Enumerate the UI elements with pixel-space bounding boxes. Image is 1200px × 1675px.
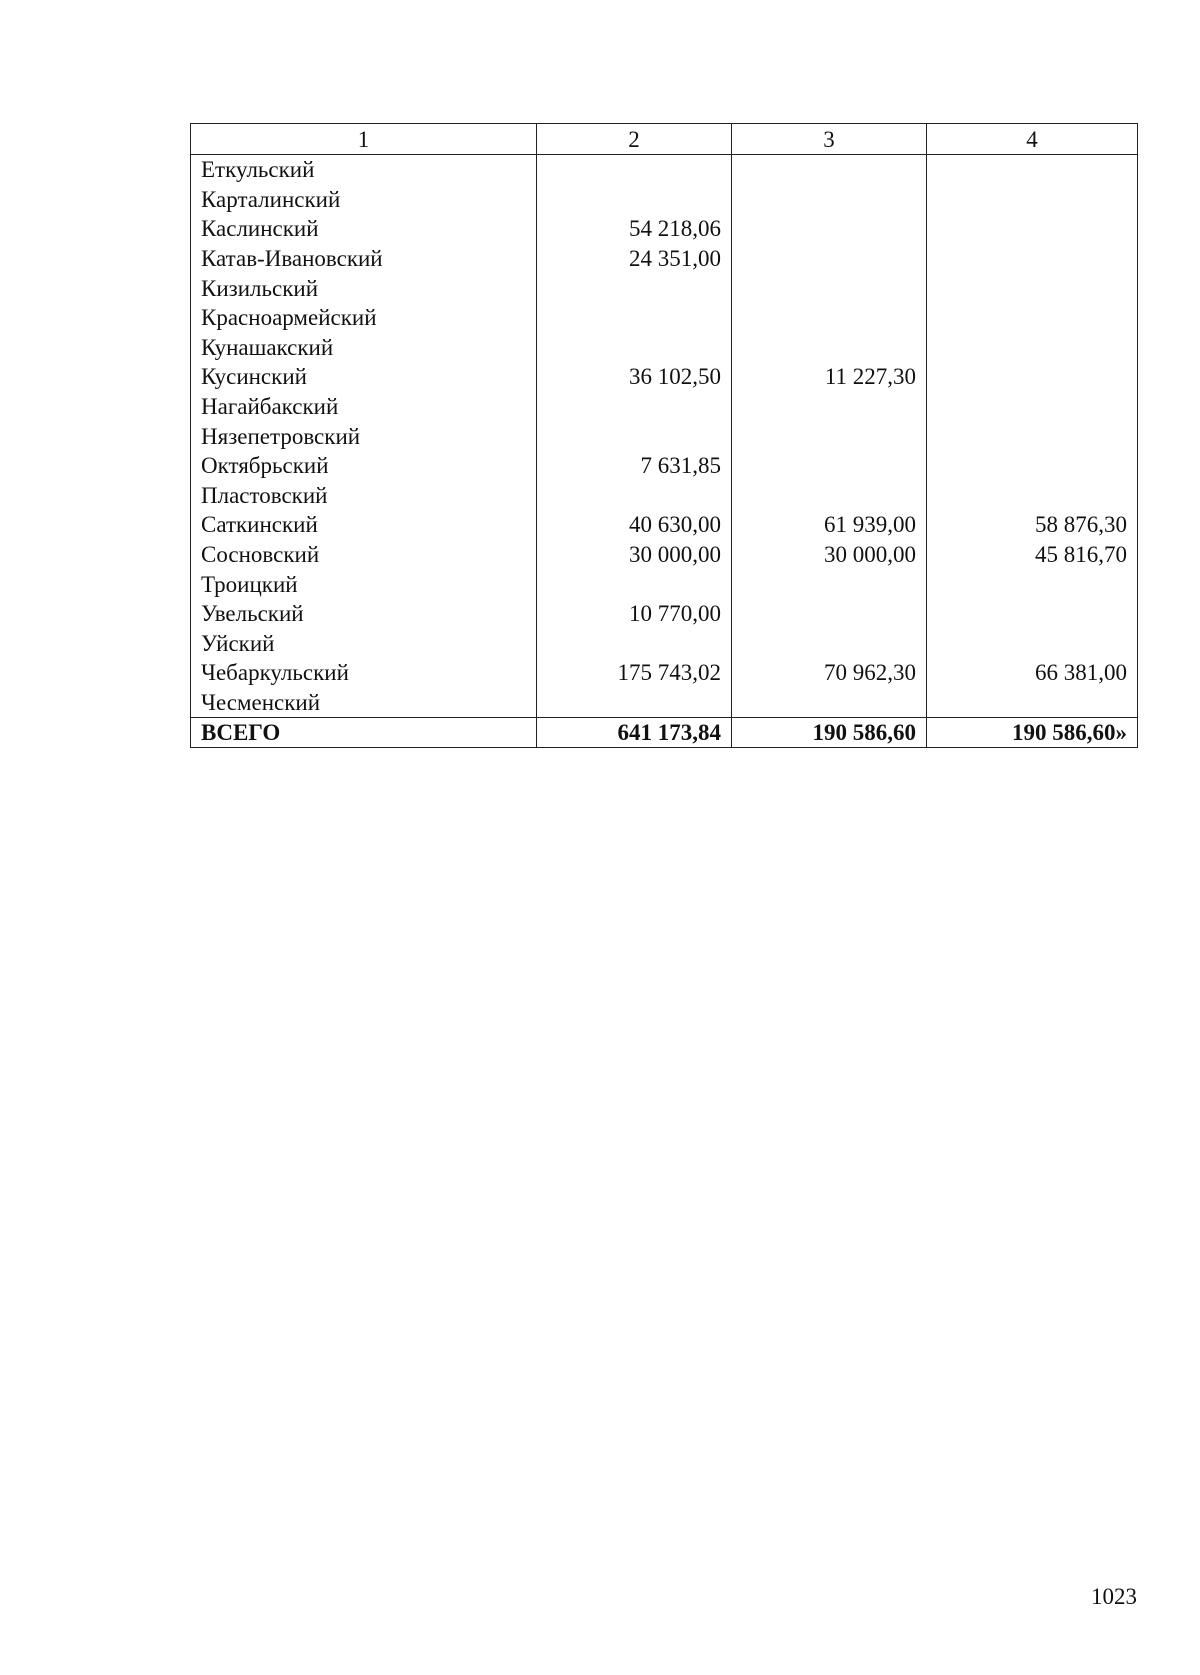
value-cell-4 [927,392,1138,422]
district-name-cell: Саткинский [191,510,537,540]
district-name-cell: Увельский [191,599,537,629]
table-row [191,362,1138,392]
table-row [191,688,1138,718]
value-cell-2 [537,185,732,215]
value-cell-4 [927,599,1138,629]
value-cell-3 [732,569,927,599]
value-cell-3 [732,214,927,244]
district-name-cell: Чесменский [191,688,537,718]
value-cell-3 [732,185,927,215]
total-cell-4: 190 586,60» [927,718,1138,748]
table-row [191,481,1138,511]
value-cell-2: 24 351,00 [537,244,732,274]
table-row [191,451,1138,481]
value-cell-2: 175 743,02 [537,658,732,688]
value-cell-3 [732,421,927,451]
value-cell-2 [537,155,732,185]
column-header-2: 2 [537,124,732,155]
table-row [191,599,1138,629]
value-cell-3 [732,599,927,629]
value-cell-2 [537,569,732,599]
district-name-cell: Кусинский [191,362,537,392]
district-name-cell: Чебаркульский [191,658,537,688]
budget-table [190,123,1138,748]
table-row [191,569,1138,599]
value-cell-2 [537,481,732,511]
value-cell-2 [537,303,732,333]
value-cell-2 [537,333,732,363]
value-cell-4 [927,214,1138,244]
value-cell-3 [732,303,927,333]
table-row [191,333,1138,363]
table-row [191,392,1138,422]
value-cell-3 [732,688,927,718]
value-cell-2: 30 000,00 [537,540,732,570]
value-cell-4 [927,244,1138,274]
value-cell-2 [537,273,732,303]
column-header-1: 1 [191,124,537,155]
value-cell-3 [732,155,927,185]
column-header-3: 3 [732,124,927,155]
district-name-cell: Октябрьский [191,451,537,481]
district-name-cell: Красноармейский [191,303,537,333]
value-cell-3: 11 227,30 [732,362,927,392]
value-cell-4 [927,303,1138,333]
value-cell-3 [732,333,927,363]
table-row [191,185,1138,215]
column-header-4: 4 [927,124,1138,155]
value-cell-3 [732,451,927,481]
district-name-cell: Нязепетровский [191,421,537,451]
value-cell-3: 70 962,30 [732,658,927,688]
value-cell-4: 45 816,70 [927,540,1138,570]
total-cell-2: 641 173,84 [537,718,732,748]
district-name-cell: Троицкий [191,569,537,599]
value-cell-3 [732,481,927,511]
value-cell-3: 61 939,00 [732,510,927,540]
table-row [191,303,1138,333]
table-row [191,629,1138,659]
value-cell-3 [732,273,927,303]
district-name-cell: Карталинский [191,185,537,215]
value-cell-3 [732,244,927,274]
value-cell-3 [732,392,927,422]
value-cell-4 [927,421,1138,451]
table-row [191,273,1138,303]
value-cell-4 [927,185,1138,215]
table-row [191,214,1138,244]
value-cell-2 [537,421,732,451]
value-cell-2: 10 770,00 [537,599,732,629]
value-cell-4 [927,569,1138,599]
value-cell-4 [927,688,1138,718]
table-row [191,658,1138,688]
value-cell-4: 58 876,30 [927,510,1138,540]
value-cell-4: 66 381,00 [927,658,1138,688]
district-name-cell: Каслинский [191,214,537,244]
table-row [191,540,1138,570]
table-header-row [191,124,1138,155]
page-number: 1023 [1091,1584,1137,1609]
district-name-cell: Пластовский [191,481,537,511]
district-name-cell: Уйский [191,629,537,659]
district-name-cell: Нагайбакский [191,392,537,422]
value-cell-2: 54 218,06 [537,214,732,244]
district-name-cell: Еткульский [191,155,537,185]
district-name-cell: Кизильский [191,273,537,303]
value-cell-4 [927,481,1138,511]
value-cell-4 [927,451,1138,481]
value-cell-4 [927,273,1138,303]
table-body [191,155,1138,718]
value-cell-2 [537,688,732,718]
table-total-row [191,718,1138,748]
value-cell-4 [927,155,1138,185]
district-name-cell: Катав-Ивановский [191,244,537,274]
value-cell-2: 7 631,85 [537,451,732,481]
total-label: ВСЕГО [191,718,537,748]
total-cell-3: 190 586,60 [732,718,927,748]
table-row [191,510,1138,540]
value-cell-4 [927,362,1138,392]
table-row [191,421,1138,451]
value-cell-3 [732,629,927,659]
value-cell-2 [537,392,732,422]
district-name-cell: Кунашакский [191,333,537,363]
table-row [191,155,1138,185]
value-cell-2: 36 102,50 [537,362,732,392]
value-cell-2 [537,629,732,659]
value-cell-2: 40 630,00 [537,510,732,540]
value-cell-4 [927,629,1138,659]
table-row [191,244,1138,274]
value-cell-4 [927,333,1138,363]
district-name-cell: Сосновский [191,540,537,570]
value-cell-3: 30 000,00 [732,540,927,570]
